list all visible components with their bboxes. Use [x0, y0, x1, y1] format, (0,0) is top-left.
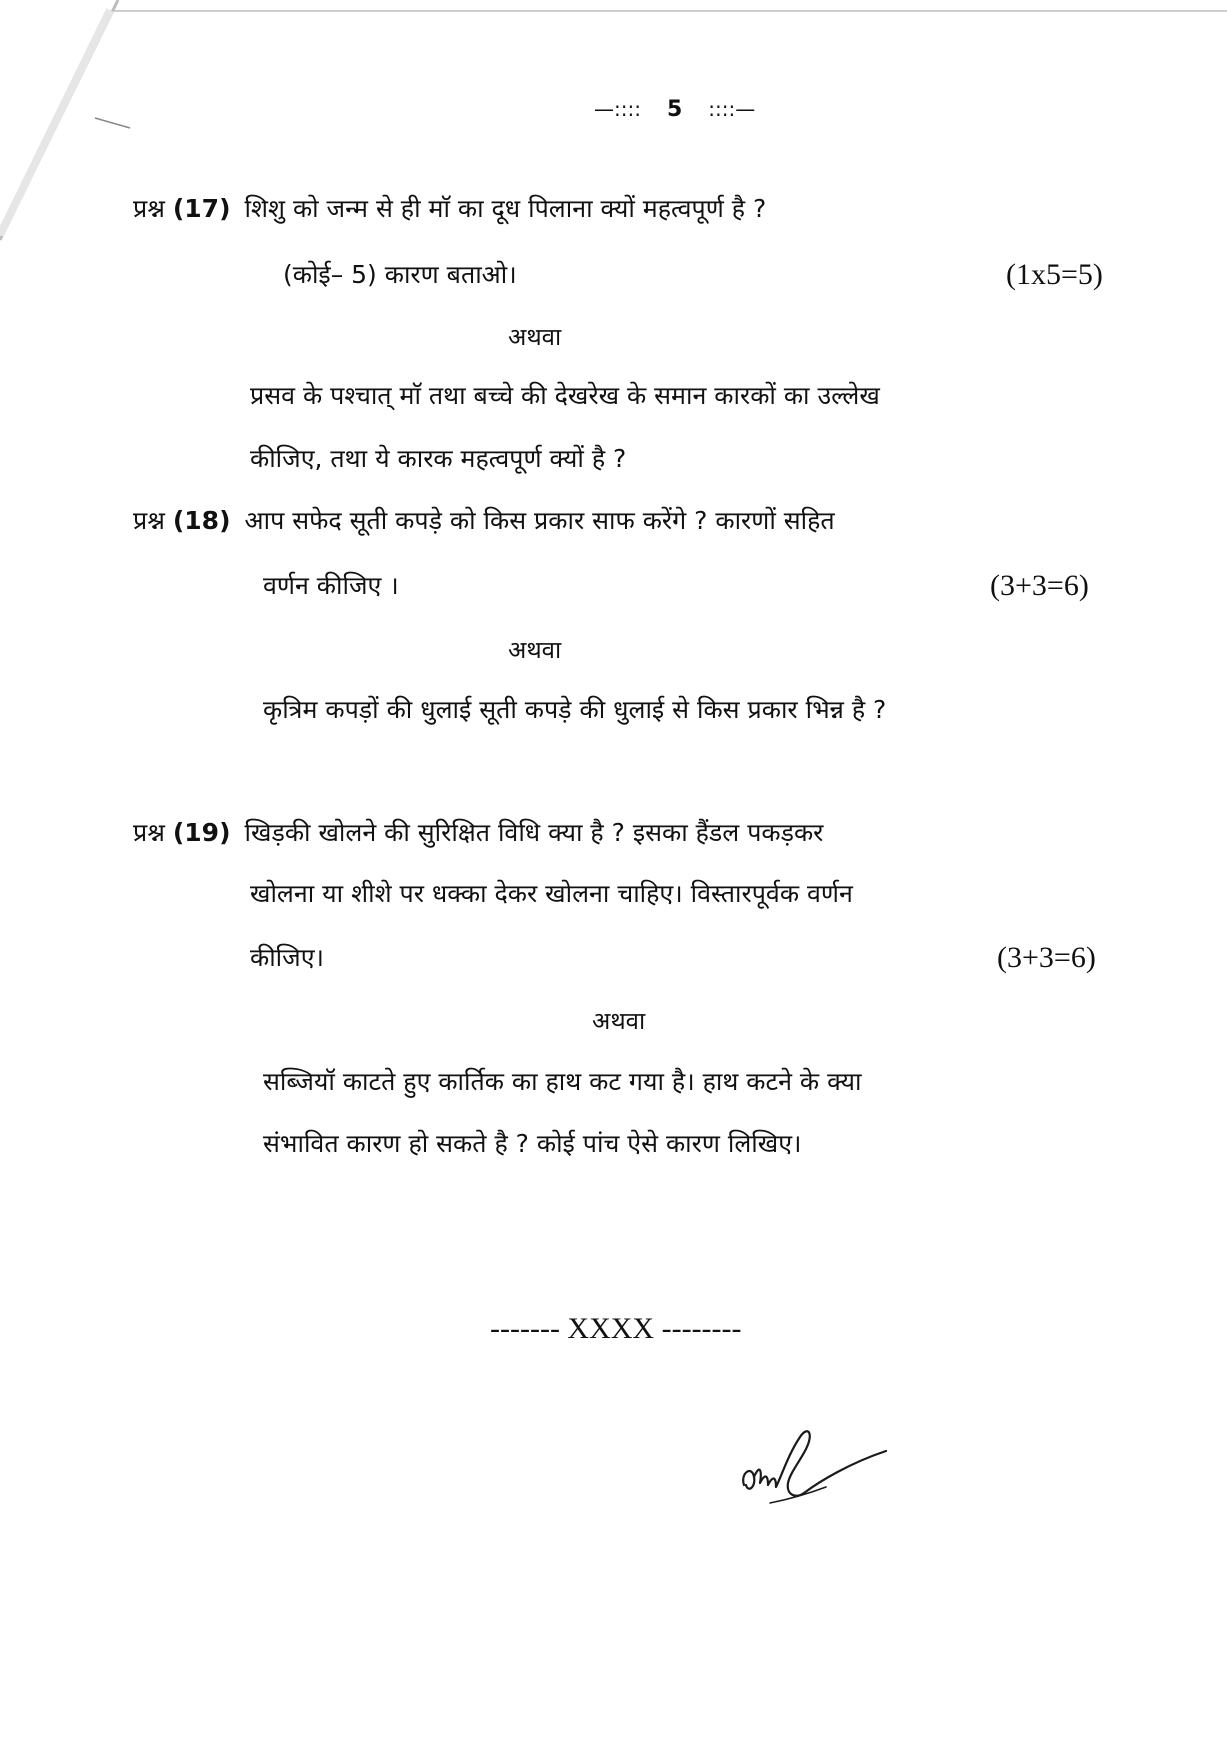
question-marks: (3+3=6) [990, 569, 1089, 602]
end-of-paper-marker: ------- XXXX -------- [490, 1312, 742, 1345]
scan-edge-fold [0, 0, 140, 260]
question-text: आप सफेद सूती कपड़े को किस प्रकार साफ करेंगे ? कारणों सहित [244, 506, 835, 535]
or-label: अथवा [508, 323, 562, 351]
question-marks: (3+3=6) [997, 941, 1096, 974]
question-text-continued: वर्णन कीजिए । [263, 571, 399, 600]
header-ornament-right: ::::— [708, 97, 756, 121]
question-prefix: प्रश्न [133, 194, 165, 223]
or-label: अथवा [592, 1007, 646, 1035]
question-prefix: प्रश्न [133, 818, 165, 847]
question-number: (18) [172, 506, 231, 535]
question-label [133, 818, 231, 847]
alternate-question-text: सब्जियॉ काटते हुए कार्तिक का हाथ कट गया है। हाथ कटने के क्या [263, 1067, 862, 1096]
question-number: (19) [172, 818, 231, 847]
question-text: खिड़की खोलने की सुरिक्षित विधि क्या है ? इसका हैंडल पकड़कर [244, 818, 824, 847]
alternate-question-text: संभावित कारण हो सकते है ? कोई पांच ऐसे कारण लिखिए। [263, 1129, 802, 1158]
signature-scribble [730, 1415, 890, 1515]
question-text-continued: कीजिए। [250, 943, 325, 972]
question-prefix: प्रश्न [133, 506, 165, 535]
header-ornament-left: —:::: [594, 97, 641, 121]
question-text-continued: (कोई– 5) कारण बताओ। [283, 260, 517, 289]
question-label [133, 194, 231, 223]
question-line [133, 505, 835, 537]
question-text-continued: खोलना या शीशे पर धक्का देकर खोलना चाहिए। विस्तारपूर्वक वर्णन [250, 879, 853, 908]
question-label [133, 506, 231, 535]
or-label: अथवा [508, 636, 562, 664]
alternate-question-text: कृत्रिम कपड़ों की धुलाई सूती कपड़े की धुलाई से किस प्रकार भिन्न है ? [263, 695, 887, 724]
page-number: 5 [666, 97, 683, 122]
question-text: शिशु को जन्म से ही माॅ का दूध पिलाना क्यों महत्वपूर्ण है ? [244, 194, 767, 223]
question-marks: (1x5=5) [1006, 258, 1103, 291]
question-line [133, 193, 766, 225]
question-number: (17) [172, 194, 231, 223]
question-line [133, 817, 823, 849]
page-header [594, 97, 755, 122]
scan-edge-top [110, 10, 1227, 12]
alternate-question-text: कीजिए, तथा ये कारक महत्वपूर्ण क्यों है ? [250, 444, 627, 473]
alternate-question-text: प्रसव के पश्चात् माॅ तथा बच्चे की देखरेख के समान कारकों का उल्लेख [250, 381, 880, 410]
